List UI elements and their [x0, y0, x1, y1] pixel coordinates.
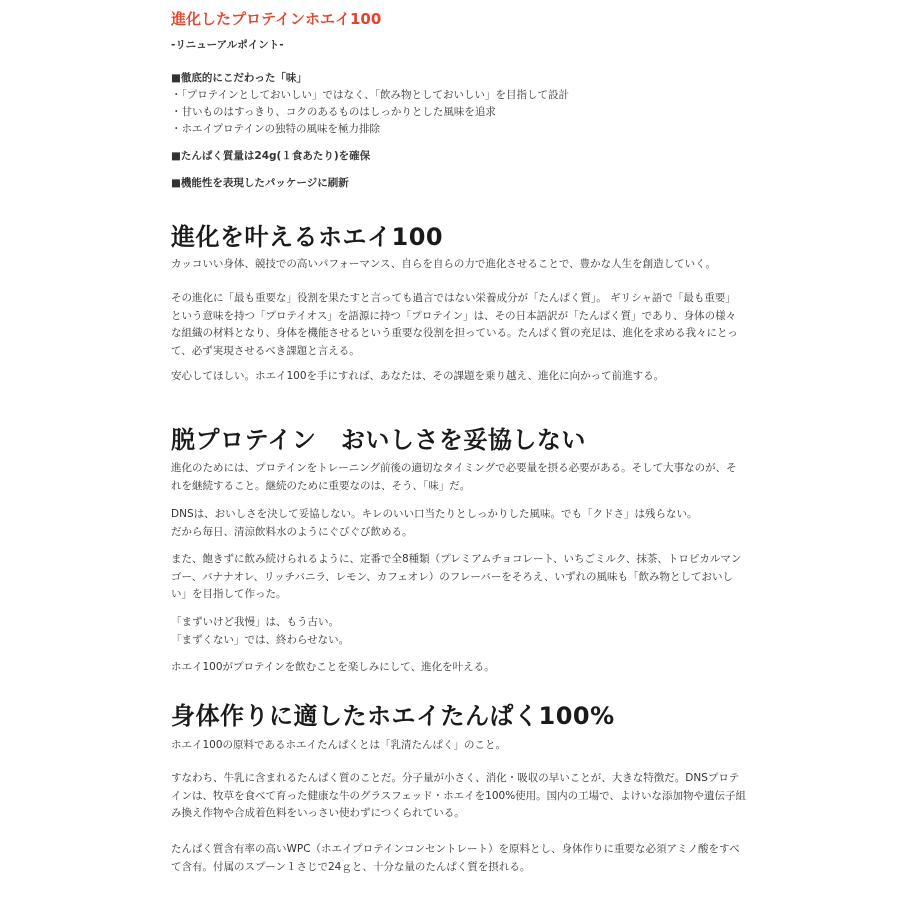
- text-line: て、必ず実現させるべき課題と言える。: [171, 344, 360, 357]
- paragraph: [171, 841, 740, 876]
- point-package: ■機能性を表現したパッケージに刷新: [171, 177, 349, 189]
- point-taste-bullet: ・甘いものはすっきり、コクのあるものはしっかりとした風味を追求: [171, 106, 496, 118]
- text-line: インは、牧草を食べて育った健康な牛のグラスフェッド・ホエイを100%使用。国内の工場で、よけいな添加物や遺伝子組: [171, 789, 746, 802]
- paragraph: [171, 506, 736, 541]
- text-line: DNSは、おいしさを決して妥協しない。キレのいい口当たりとしっかりした風味。でも「クドさ」は残らない。: [171, 508, 698, 520]
- text-line: 進化のためには、プロテインをトレーニング前後の適切なタイミングで必要量を摂る必要がある。そして大事なのが、そ: [171, 462, 737, 474]
- page-title: 進化したプロテインホエイ100: [171, 10, 382, 28]
- text-line: たんぱく質含有率の高いWPC（ホエイプロテインコンセントレート）を原料とし、身体作りに重要な必須アミノ酸をすべ: [171, 843, 740, 855]
- paragraph: [171, 551, 742, 604]
- section-heading-taste: 脱プロテイン おいしさを妥協しない: [171, 426, 586, 454]
- text-line: ゴー、バナナオレ、リッチバニラ、レモン、カフェオレ）のフレーバーをそろえ、いずれの風味も「飲み物としておいし: [171, 570, 733, 583]
- text-line: て含有。付属のスプーン１さじで24ｇと、十分な量のたんぱく質を摂れる。: [171, 860, 531, 873]
- text-line: 「まずくない」では、終わらせない。: [171, 633, 350, 646]
- text-line: という意味を持つ「プロテイオス」を語源に持つ「プロテイン」は、その日本語訳が「たんぱく質」であり、身体の様々: [171, 309, 737, 322]
- text-line: 「まずいけど我慢」は、もう古い。: [171, 616, 339, 628]
- paragraph: [171, 659, 736, 677]
- paragraph: [171, 290, 736, 360]
- text-line: れを継続すること。継続のために重要なのは、そう、「味」だ。: [171, 479, 471, 492]
- point-taste-bullet: ・「プロテインとしておいしい」ではなく、「飲み物としておいしい」を目指して設計: [171, 89, 570, 101]
- text-line: だから毎日、清涼飲料水のようにぐびぐび飲める。: [171, 525, 413, 538]
- text-line: い」を目指して作った。: [171, 588, 287, 600]
- text-line: その進化に「最も重要な」役割を果たすと言っても過言ではない栄養成分が「たんぱく質」。 ギリシャ語で「最も重要」: [171, 292, 736, 304]
- section-heading-whey: 身体作りに適したホエイたんぱく100%: [171, 702, 615, 730]
- text-line: み換え作物や合成着色料をいっさい使わずにつくられている。: [171, 807, 465, 819]
- paragraph: [171, 614, 736, 649]
- paragraph: [171, 737, 736, 755]
- text-line: な組織の材料となり、身体を機能させるという重要な役割を担っている。たんぱく質の充足は、進化を求める我々にとっ: [171, 327, 738, 339]
- text-line: ホエイ100の原料であるホエイたんぱくとは「乳清たんぱく」のこと。: [171, 739, 507, 751]
- paragraph: [171, 770, 746, 823]
- paragraph: [171, 368, 736, 386]
- point-taste-bullet: ・ホエイプロテインの独特の風味を極力排除: [171, 123, 380, 135]
- paragraph: [171, 256, 736, 274]
- point-taste-heading: ■徹底的にこだわった「味」: [171, 72, 307, 84]
- section-heading-evolution: 進化を叶えるホエイ100: [171, 223, 444, 251]
- text-line: カッコいい身体、競技での高いパフォーマンス、自らを自らの力で進化させることで、豊かな人生を創造していく。: [171, 258, 716, 270]
- text-line: また、飽きずに飲み続けられるように、定番で全8種類（プレミアムチョコレート、いちごミルク、抹茶、トロピカルマン: [171, 553, 742, 565]
- renewal-subtitle: -リニューアルポイント-: [171, 39, 284, 51]
- paragraph: [171, 460, 736, 495]
- text-line: ホエイ100がプロテインを飲むことを楽しみにして、進化を叶える。: [171, 661, 495, 673]
- text-line: すなわち、牛乳に含まれるたんぱく質のことだ。分子量が小さく、消化・吸収の早いことが、大きな特徴だ。DNSプロテ: [171, 772, 740, 784]
- text-line: 安心してほしい。ホエイ100を手にすれば、あなたは、その課題を乗り越え、進化に向かって前進する。: [171, 370, 665, 382]
- point-protein-amount: ■たんぱく質量は24g(１食あたり)を確保: [171, 150, 371, 162]
